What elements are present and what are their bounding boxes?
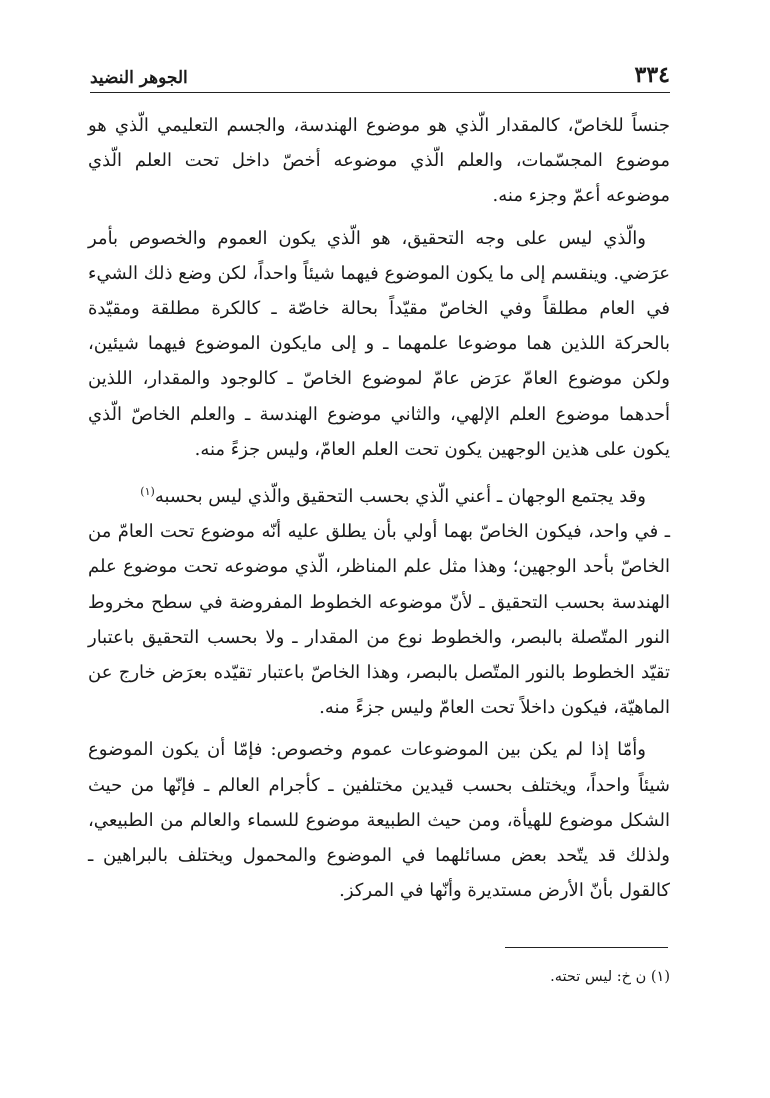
running-title: الجوهر النضيد: [90, 68, 188, 88]
paragraph-3-text: وقد يجتمع الوجهان ـ أعني الّذي بحسب التحقيق والّذي ليس بحسبه: [154, 486, 646, 508]
page-number: ٣٣٤: [634, 62, 670, 88]
paragraph-3-continued: ـ في واحد، فيكون الخاصّ بهما أولي بأن يطلق عليه أنّه موضوع تحت العامّ من الخاصّ بأحد الوجهين؛ وهذا مثل علم المناظر، الّذي موضوعه تحت موضوع علم الهندسة بحسب التحقيق ـ لأنّ موضوعه الخطوط المفروضة في سطح مخروط النور المتّصلة بالبصر، والخطوط نوع من المقدار ـ ولا بحسب التحقيق باعتبار تقيّد الخطوط بالنور المتّصل بالبصر، وهذا الخاصّ باعتبار تقيّده بعرَض خارج عن الماهيّة، فيكون داخلاً تحت العامّ وليس جزءً منه.: [88, 521, 670, 719]
footnote-marker: (١): [140, 485, 155, 499]
footnote-number: (١): [650, 969, 670, 985]
paragraph-2: والّذي ليس على وجه التحقيق، هو الّذي يكون العموم والخصوص بأمر عرَضي. وينقسم إلى ما يكون الموضوع فيهما شيئاً واحداً، لكن وضع ذلك الشيء في العام مطلقاً وفي الخاصّ مقيّداً بحالة خاصّة ـ كالكرة مطلقة ومقيّدة بالحركة اللذين هما موضوعا علمهما ـ و إلى مايكون الموضوع فيهما شيئين، ولكن موضوع العامّ عرَض عامّ لموضوع الخاصّ ـ كالوجود والمقدار، اللذين أحدهما موضوع العلم الإلهي، والثاني موضوع الهندسة ـ والعلم الخاصّ الّذي يكون على هذين الوجهين يكون تحت العلم العامّ، وليس جزءً منه.: [88, 227, 670, 460]
paragraph-1: جنساً للخاصّ، كالمقدار الّذي هو موضوع الهندسة، والجسم التعليمي الّذي هو موضوع المجسّمات، والعلم الّذي موضوعه أخصّ داخل تحت العلم الّذي موضوعه أعمّ وجزء منه.: [88, 115, 670, 207]
footnote-separator: [505, 947, 668, 948]
paragraph-3: [88, 474, 670, 514]
page-header: [90, 58, 670, 93]
main-text: [88, 108, 670, 915]
footnote-text: ن خ: ليس تحته.: [550, 969, 647, 985]
paragraph-4: وأمّا إذا لم يكن بين الموضوعات عموم وخصوص: فإمّا أن يكون الموضوع شيئاً واحداً، ويختلف بحسب قيدين مختلفين ـ كأجرام العالم ـ فإنّها من حيث الشكل موضوع للهيأة، ومن حيث الطبيعة موضوع للسماء والعالم من الطبيعي، ولذلك قد يتّحد بعض مسائلهما في الموضوع والمحمول ويختلف بالبراهين ـ كالقول بأنّ الأرض مستديرة وأنّها في المركز.: [88, 739, 670, 902]
footnote: [300, 966, 670, 988]
